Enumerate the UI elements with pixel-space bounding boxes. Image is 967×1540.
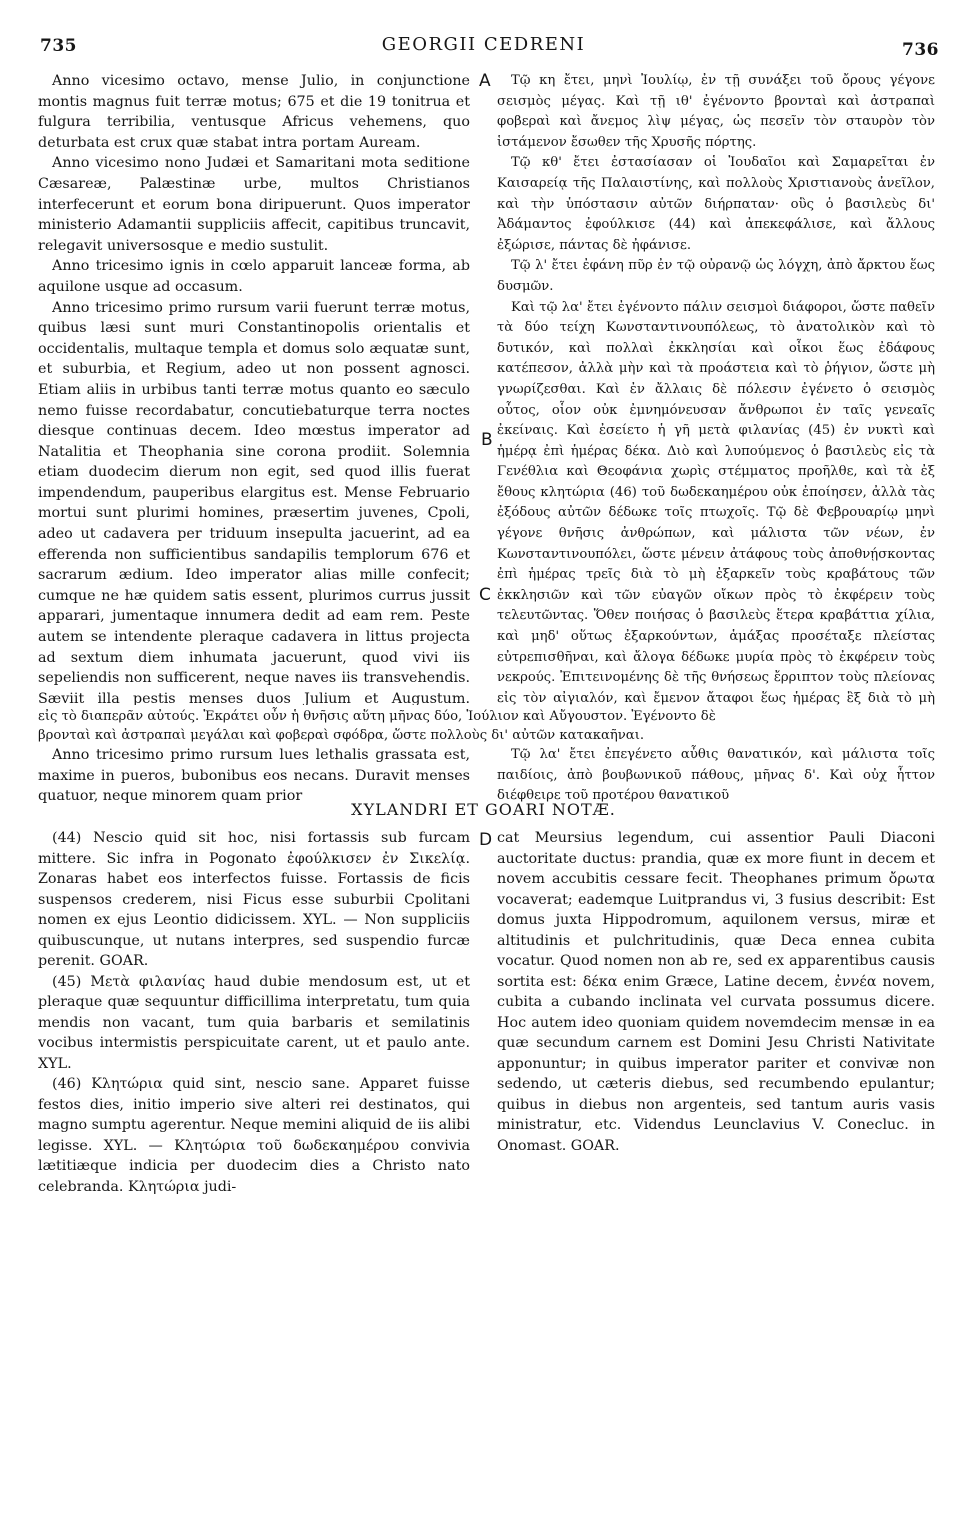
greek-paragraph: Τῷ κη ἔτει, μηνὶ Ἰουλίῳ, ἐν τῇ συνάξει τοῦ ὄρους γέγονε σεισμὸς μέγας. Καὶ τῇ ιθ' ἐγένοντο βρονταὶ καὶ ἀστραπαὶ φοβεραὶ καὶ ἄνεμος λὶψ μέγας, ὡς πεσεῖν τὸν σταυρὸν τὸν ἱστάμενον ἔσωθεν τῆς Χρυσῆς πόρτης. [497,73,935,150]
notes-left-column [38,828,470,1518]
page-header [0,30,967,60]
latin-paragraph: Anno vicesimo nono Judæi et Samaritani mota seditione Cæsareæ, Palæstinæ urbe, multos Christianos interfecerunt et eorum bona diripuerunt. Quos imperator ministerio Adamantii suppliciis affecit, capitibus truncavit, relegavit universosque e medio sustulit. [38,155,470,254]
margin-letter-b: B [481,430,493,450]
notes-right-column [497,828,935,1518]
greek-paragraph: Τῷ λ' ἔτει ἐφάνη πῦρ ἐν τῷ οὐρανῷ ὡς λόγχη, ἀπὸ ἄρκτου ἕως δυσμῶν. [497,258,935,294]
greek-tail [497,745,935,805]
running-title: GEORGII CEDRENI [381,34,586,55]
latin-paragraph: Anno tricesimo primo rursum varii fuerunt terræ motus, quibus læsi sunt muri Constantinopolis orientalis et occidentalis, multaque templa et domus solo æquatæ sunt, et suburbia, et Regium, adeo ut non possent agnosci. Etiam aliis in urbibus tanti terræ motus quanto eo sæculo nemo fuisse recordabatur, concutiebaturque terra noctes diesque continuas decem. Ideo mœstus imperator ad Natalitia et Theophania sine corona prodiit. Solemnia etiam duodecim dierum non egit, sed quod illis fuerat impendendum, pauperibus elargitus est. Mense Februario mortui sunt plurimi homines, præsertim juvenes, Cpoli, adeo ut cadavera per triduum insepulta jacuerint, ad ea efferenda non sufficientibus sandapilis templorum 676 et sacrarum ædium. Ideo imperator alias mille confecit; cumque ne hæ quidem satis essent, plurimos currus jussit apparari, jumentaque innumera dedit ad eam rem. Peste autem se intendente pleraque cadavera in littus projecta ad sextum diem inhumata jacuerunt, quod vivi iis sepeliendis non sufficerent, neque naves iis transvehendis. Sæviit illa pestis menses duos Julium et Augustum. [38,299,470,705]
note-44: (44) Nescio quid sit hoc, nisi fortassis sub furcam mittere. Sic infra in Pogonato ἐφούλκισεν ἐν Σικελίᾳ. Zonaras habet eos interfectos fuisse. Fortassis de ficis suspensos crederem, nisi Ficus esse suburbii Cpolitani nomen ex ejus Leontio didicissem. XYL. — Non suppliciis quibuscunque, ut nutans interpres, sed suspendio furcæ perenit. GOAR. [38,830,470,969]
greek-paragraph: Καὶ τῷ λα' ἔτει ἐγένοντο πάλιν σεισμοὶ διάφοροι, ὥστε παθεῖν τὰ δύο τείχη Κωνσταντινουπόλεως, τὸ ἀνατολικὸν καὶ τὸ δυτικόν, καὶ πολλαὶ ἐκκλησίαι καὶ οἶκοι ἕως ἐδάφους κατέπεσον, ἀλλὰ μὴν καὶ τὰ προάστεια καὶ τὸ ῥήγιον, ὥστε μὴ γνωρίζεσθαι. Καὶ ἐν ἄλλαις δὲ πόλεσιν ἐγένετο ὁ σεισμὸς οὗτος, οἷον οὐκ ἐμνημόνευσαν ἄνθρωποι ἐν ταῖς γενεαῖς ἐκείναις. Καὶ ἐσείετο ἡ γῆ μετὰ φιλανίας (45) ἐν νυκτὶ καὶ ἡμέρᾳ ἐπὶ ἡμέρας δέκα. Διὸ καὶ λυπούμενος ὁ βασιλεὺς εἰς τὰ Γενέθλια καὶ Θεοφάνια χωρὶς στέμματος προῆλθε, καὶ τὰ ἐξ ἔθους κλητώρια (46) τοῦ δωδεκαημέρου οὐκ ἐποίησεν, ἀλλὰ τὰς ἐξόδους αὐτῶν δέδωκε τοῖς πτωχοῖς. Τῷ δὲ Φεβρουαρίῳ μηνὶ γέγονε θνῆσις ἀνθρώπων, καὶ μάλιστα τῶν νέων, ἐν Κωνσταντινουπόλει, ὥστε μένειν ἀτάφους τοὺς ἀποθνῄσκοντας ἐπὶ ἡμέρας τρεῖς διὰ τὸ μὴ ἐξαρκεῖν τοὺς κραβάτους τῶν ἐκκλησιῶν καὶ τῶν εὐαγῶν οἴκων πρὸς τὸ ἐκφέρειν τοὺς τελευτῶντας. Ὅθεν ποιήσας ὁ βασιλεὺς ἕτερα κραβάττια χίλια, καὶ μηδ' οὕτως ἐξαρκούντων, ἁμάξας προσέταξε πλείστας εὐτρεπισθῆναι, καὶ ἄλογα δέδωκε μυρία πρὸς τὸ ἐκφέρειν τοὺς νεκρούς. Ἐπιτεινομένης δὲ τῆς θνήσεως ἔρριπτον τοὺς πλείονας εἰς τὸν αἰγιαλόν, καὶ ἔμενον ἄταφοι ἕως ἡμέρας ἓξ διὰ τὸ μὴ [497,299,935,705]
note-46: (46) Κλητώρια quid sint, nescio sane. Apparet fuisse festos dies, initio imperio sive alteri rei destinatos, qui magno sumptu agerentur. Neque memini aliquid de iis alibi legisse. XYL. — Κλητώρια τοῦ δωδεκαημέρου convivia lætitiæque indicia per duodecim dies a Christo nato celebranda. Κλητώρια judi- [38,1076,470,1195]
latin-tail [38,745,470,805]
span-line: εἰς τὸ διαπερᾶν αὐτούς. Ἐκράτει οὖν ἡ θνῆσις αὕτη μῆνας δύο, Ἰούλιον καὶ Αὔγουστον. Ἐγένοντο δὲ [38,709,716,724]
note-continuation: cat Meursius legendum, cui assentior Pauli Diaconi auctoritate ductus: prandia, quæ ex more fiunt in decem et novem accubitis cessare fecit. Theophanes primum ὄρωτα vocaverat; eademque Luitprandus vi, 3 fusius describit: Est domus juxta Hippodromum, aquilonem versus, miræ et altitudinis et pulchritudinis, quæ Deca ennea cubita vocatur. Quod nomen non ab re, sed ex apparentibus causis sortita est: δέκα enim Græce, Latine decem, ἐννέα novem, cubita a cubando inclinata vel curvata possumus dicere. Hoc autem ideo quoniam quidem novemdecim mensæ in ea quæ secundum carnem est Domini Jesu Christi Nativitate apponuntur; in quibus imperator pariter et convivæ non sedendo, ut cæteris diebus, sed recumbendo epulantur; quibus in diebus non argenteis, sed tantum auris vasis ministratur, etc. Videndus Leunclavius V. Conecluc. in Onomast. GOAR. [497,830,935,1154]
full-width-greek-lines [38,707,938,745]
span-line: βρονταὶ καὶ ἀστραπαὶ μεγάλαι καὶ φοβεραὶ σφόδρα, ὥστε πολλοὺς δι' αὐτῶν κατακαῆναι. [38,728,645,743]
latin-paragraph: Anno tricesimo ignis in cœlo apparuit lanceæ forma, ab aquilone usque ad occasum. [38,258,470,295]
page-number-left: 735 [40,36,77,56]
page-number-right: 736 [902,40,939,60]
greek-column [497,71,935,705]
greek-tail-paragraph: Τῷ λα' ἔτει ἐπεγένετο αὖθις θανατικόν, καὶ μάλιστα τοῖς παιδίοις, ἀπὸ βουβωνικοῦ πάθους, μῆνας δ'. Καὶ οὐχ ἧττον διέφθειρε τοῦ προτέρου θανατικοῦ [497,747,935,804]
margin-letter-d: D [479,830,493,850]
note-45: (45) Μετὰ φιλανίας haud dubie mendosum est, ut et pleraque quæ sequuntur difficillima interpretatu, tum quia mendis non vacant, tum quia barbaris et semilatinis vocibus intermistis perspicuitate carent, ut et paulo ante. XYL. [38,973,470,1072]
notes-heading: XYLANDRI ET GOARI NOTÆ. [351,800,616,819]
margin-letter-a: A [479,71,491,91]
latin-paragraph: Anno vicesimo octavo, mense Julio, in conjunctione montis magnus fuit terræ motus; 675 et die 19 tonitrua et fulgura terribilia, ventusque Africus vehemens, quo deturbata est crux quæ stabat intra portam Auream. [38,73,470,151]
latin-column [38,71,470,705]
latin-tail-paragraph: Anno tricesimo primo rursum lues lethalis grassata est, maxime in pueros, bubonibus eos necans. Duravit menses quatuor, neque minorem quam prior [38,747,470,805]
margin-letter-c: C [479,585,491,605]
greek-paragraph: Τῷ κθ' ἔτει ἐστασίασαν οἱ Ἰουδαῖοι καὶ Σαμαρεῖται ἐν Καισαρείᾳ τῆς Παλαιστίνης, καὶ πολλοὺς Χριστιανοὺς ἀνεῖλον, καὶ τὴν ὑπόστασιν αὐτῶν διήρπαταν· οὓς ὁ βασιλεὺς δι' Ἀδάμαντος ἐφούλκισε (44) καὶ ἀπεκεφάλισε, καὶ ἄλλους ἐξώρισε, πάντας δὲ ἠφάνισε. [497,155,935,253]
